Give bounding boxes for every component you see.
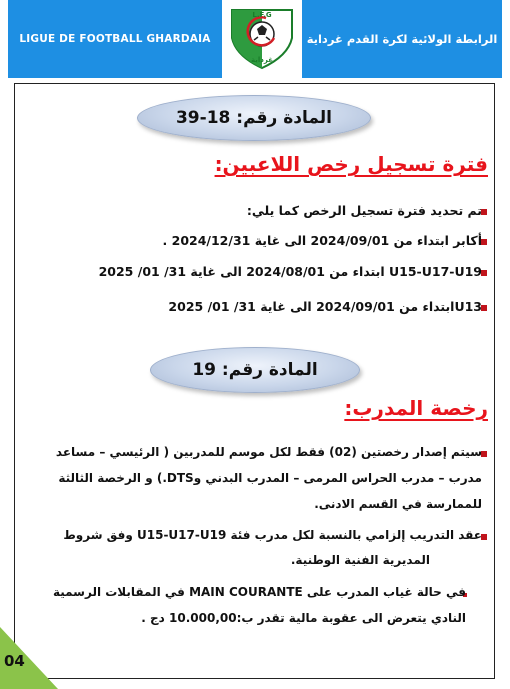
article2-p1-line-3: للممارسة في القسم الادنى. (314, 497, 482, 511)
article2-p1-line-2: مدرب – مدرب الحراس المرمى – المدرب البدني وDTS.) و الرخصة الثالثة (58, 471, 482, 485)
logo-caption: غرداية (250, 56, 273, 64)
article1-line-3: U15-U17-U19 ابتداء من 2024/08/01 الى غاية 31/ 01/ 2025 (98, 264, 482, 279)
league-name-fr: LIGUE DE FOOTBALL GHARDAIA (19, 33, 211, 45)
header-left-banner (8, 0, 222, 78)
article2-p3-line-2: النادي يتعرض الى عقوبة مالية تقدر ب:10.000,00 دج . (141, 611, 466, 625)
article-19-badge (150, 347, 360, 393)
article-18-39-label: المادة رقم: 18-39 (175, 108, 333, 128)
article-19-label: المادة رقم: 19 (192, 360, 318, 380)
article2-p2-line-1: عقد التدريب إلزامي بالنسبة لكل مدرب فئة U15-U17-U19 وفق شروط (63, 528, 482, 542)
article2-p2-line-2: المديرية الفنية الوطنية. (290, 553, 430, 567)
article2-p3-line-1: في حالة غياب المدرب على MAIN COURANTE في المقابلات الرسمية (52, 585, 466, 599)
article2-p1-line-1: سيتم إصدار رخصتين (02) فقط لكل موسم للمدربين ( الرئيسي – مساعد (55, 445, 482, 459)
article1-line-4: U13ابتداء من 2024/09/01 الى غاية 31/ 01/ 2025 (168, 299, 482, 314)
article1-line-1: تم تحديد فترة تسجيل الرخص كما يلي: (246, 203, 482, 218)
svg-text:L.F.G: L.F.G (252, 11, 272, 19)
page-number: 04 (4, 652, 25, 670)
league-name-ar: الرابطة الولائية لكرة القدم غرداية (306, 32, 498, 46)
header-right-banner (302, 0, 502, 78)
article1-line-2: أكابر ابتداء من 2024/09/01 الى غاية 2024/12/31 . (162, 233, 482, 248)
article-18-39-badge (137, 95, 371, 141)
player-license-period-title: فترة تسجيل رخص اللاعبين: (214, 152, 488, 176)
coach-license-title: رخصة المدرب: (344, 396, 488, 420)
